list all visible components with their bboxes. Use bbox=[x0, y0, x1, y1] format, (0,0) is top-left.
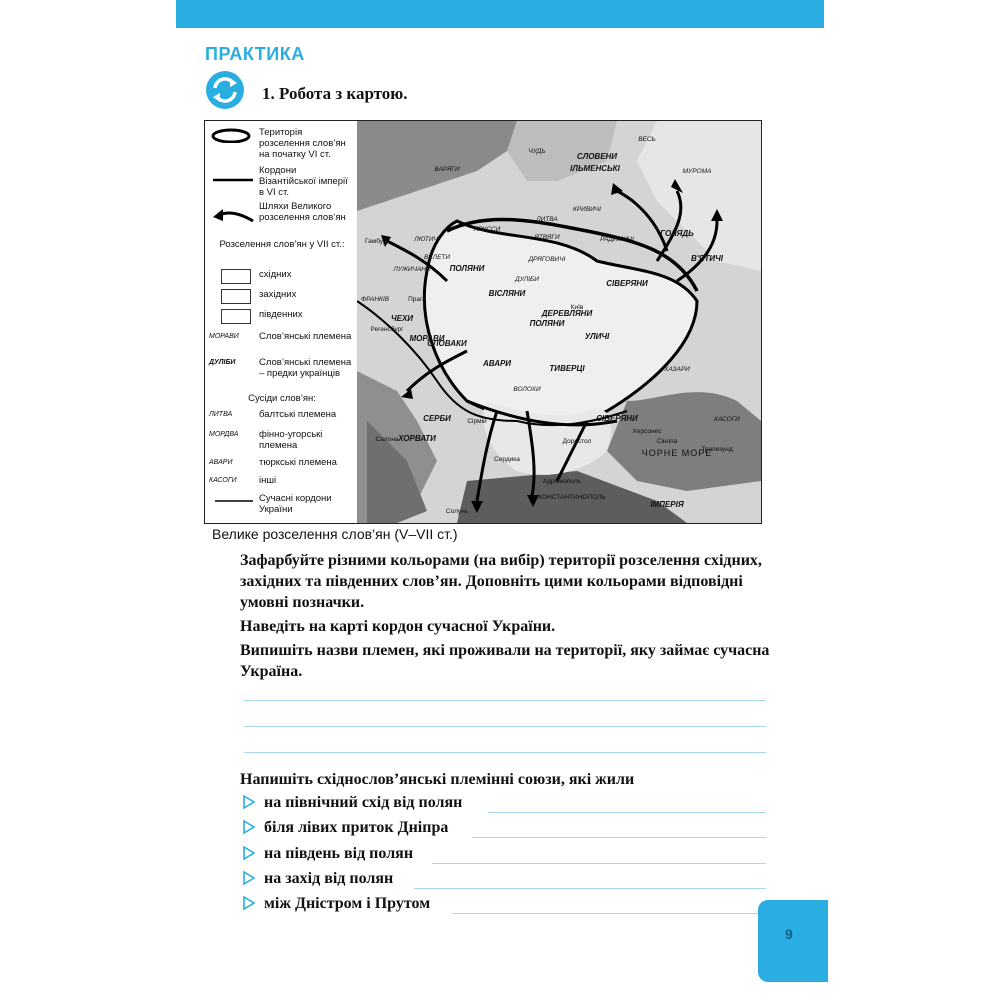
map-label: КРИВИЧІ bbox=[573, 206, 601, 213]
map-label: ХАЗАРИ bbox=[664, 366, 690, 373]
map-label: Гамбург bbox=[365, 238, 389, 245]
border-line-icon bbox=[209, 165, 259, 195]
map-label: ЛЮТИЧІ bbox=[414, 236, 440, 243]
map-label: Регенсбург bbox=[370, 326, 404, 333]
legend-item bbox=[209, 309, 355, 325]
legend-item bbox=[209, 269, 355, 285]
map-label: СЛОВЕНИ bbox=[576, 152, 618, 161]
legend-text: Шляхи Великого розселення слов’ян bbox=[259, 201, 346, 223]
top-color-bar bbox=[176, 0, 824, 28]
legend-text: Кордони Візантійської імперії в VI ст. bbox=[259, 165, 348, 198]
legend-text: Сучасні кордони України bbox=[259, 493, 332, 515]
legend-text: балтські племена bbox=[259, 409, 337, 420]
question-text: Напишіть східнослов’янські племінні союзи, які жили bbox=[240, 771, 635, 788]
legend-text: тюркські племена bbox=[259, 457, 337, 468]
answer-line[interactable] bbox=[244, 726, 766, 727]
legend-heading: Розселення слов’ян у VII ст.: bbox=[219, 239, 345, 250]
legend-text: Слов’янські племена bbox=[259, 331, 352, 342]
map-label: Сінопа bbox=[656, 438, 678, 445]
map-caption: Велике розселення слов’ян (V–VII ст.) bbox=[212, 526, 458, 542]
modern-border-icon bbox=[209, 493, 259, 509]
map-label: ЯТВЯГИ bbox=[534, 234, 560, 241]
bullet-item: на захід від полян bbox=[264, 870, 394, 887]
legend-item bbox=[209, 409, 355, 425]
legend-item bbox=[209, 127, 355, 160]
map-label: ЧОРНЕ МОРЕ bbox=[641, 448, 713, 458]
map-label: СІВЕРЯНИ bbox=[596, 414, 638, 423]
map-label: ЧУДЬ bbox=[528, 148, 546, 155]
map-label: СЛОВАКИ bbox=[427, 339, 467, 348]
map-label: ЧЕХИ bbox=[390, 314, 414, 323]
triangle-bullet-icon bbox=[242, 794, 256, 810]
instruction-1: Зафарбуйте різними кольорами (на вибір) території розселення східних, західних та південних слов’ян. Доповніть цими кольорами відповідні умовні позначки. bbox=[240, 552, 762, 611]
legend-symbol-label: КАСОГИ bbox=[209, 477, 237, 484]
map-label: СІВЕРЯНИ bbox=[606, 279, 648, 288]
map-label: ВАРЯГИ bbox=[434, 166, 460, 173]
section-title: ПРАКТИКА bbox=[205, 44, 305, 64]
bullet-item: на південь від полян bbox=[264, 845, 414, 862]
triangle-bullet-icon bbox=[242, 845, 256, 861]
answer-line[interactable] bbox=[432, 863, 766, 864]
map-label: Доростол bbox=[562, 438, 592, 445]
legend-symbol-label: АВАРИ bbox=[209, 459, 233, 466]
legend-item bbox=[209, 429, 355, 451]
legend-text: Слов’янські племена – предки українців bbox=[259, 357, 352, 379]
bullet-item: біля лівих приток Дніпра bbox=[264, 819, 449, 836]
legend-item bbox=[209, 165, 355, 198]
color-swatch bbox=[221, 269, 251, 284]
map-label: Херсонес bbox=[632, 428, 662, 435]
map-label: Київ bbox=[570, 304, 584, 311]
legend-text: фінно-угорські племена bbox=[259, 429, 323, 451]
map-label: ВЕЛЕТИ bbox=[423, 254, 451, 261]
answer-line[interactable] bbox=[244, 700, 766, 701]
map-label: ВЕСЬ bbox=[638, 136, 656, 143]
map-label: Сірмій bbox=[467, 418, 487, 425]
color-swatch bbox=[221, 289, 251, 304]
map-label: Салона bbox=[375, 436, 399, 443]
map-label: ЛУЖИЧАНИ bbox=[393, 266, 431, 273]
triangle-bullet-icon bbox=[242, 895, 256, 911]
triangle-bullet-icon bbox=[242, 870, 256, 886]
map-label: МУРОМА bbox=[682, 168, 712, 175]
map-label: РАДИМИЧІ bbox=[600, 236, 634, 243]
legend-text: Територія розселення слов’ян на початку VI ст. bbox=[259, 127, 346, 160]
map-label: Трапезунд bbox=[701, 446, 733, 453]
answer-line[interactable] bbox=[472, 837, 766, 838]
map-label: ДРЯГОВИЧІ bbox=[528, 256, 566, 263]
bullet-item: між Дністром і Прутом bbox=[264, 895, 431, 912]
legend-item bbox=[209, 357, 355, 379]
legend-symbol-label: МОРДВА bbox=[209, 431, 239, 438]
answer-line[interactable] bbox=[244, 752, 766, 753]
answer-line[interactable] bbox=[488, 812, 766, 813]
legend-text: західних bbox=[259, 289, 297, 300]
page-number-tab bbox=[758, 900, 828, 982]
ellipse-outline-icon bbox=[209, 127, 259, 143]
task-title: 1. Робота з картою. bbox=[262, 84, 408, 103]
map-label: ДУЛІБИ bbox=[515, 276, 539, 283]
legend-text: південних bbox=[259, 309, 303, 320]
answer-line[interactable] bbox=[452, 913, 766, 914]
legend-symbol-label: ДУЛІБИ bbox=[209, 359, 236, 366]
map-label: Адріанополь bbox=[542, 478, 582, 485]
map-label: В'ЯТИЧІ bbox=[690, 254, 724, 263]
legend-item bbox=[209, 493, 355, 515]
legend-item bbox=[209, 289, 355, 305]
map-label: ВОЛОХИ bbox=[513, 386, 541, 393]
map-label: ЛИТВА bbox=[536, 216, 558, 223]
answer-line[interactable] bbox=[414, 888, 766, 889]
color-swatch bbox=[221, 309, 251, 324]
instruction-2: Наведіть на карті кордон сучасної України. bbox=[240, 618, 556, 635]
map-label: ПОЛЯНИ bbox=[449, 264, 485, 273]
legend-text: східних bbox=[259, 269, 292, 280]
map-label: ІМПЕРІЯ bbox=[650, 500, 684, 509]
map-label: Солунь bbox=[445, 508, 469, 515]
page-number: 9 bbox=[785, 926, 793, 942]
instruction-3: Випишіть назви племен, які проживали на території, яку займає сучасна Україна. bbox=[240, 642, 770, 680]
migration-arrow-icon bbox=[209, 201, 259, 231]
map-label: ВІСЛЯНИ bbox=[488, 289, 526, 298]
map-label: Сердика bbox=[494, 456, 520, 463]
legend-text: інші bbox=[259, 475, 277, 486]
map-label: ПРУССИ bbox=[473, 226, 501, 233]
map-label: КАСОГИ bbox=[714, 416, 740, 423]
historical-map bbox=[204, 120, 762, 524]
legend-item bbox=[209, 457, 355, 473]
triangle-bullet-icon bbox=[242, 819, 256, 835]
map-label: ПОЛЯНИ bbox=[529, 319, 565, 328]
map-label: ГОЛЯДЬ bbox=[660, 229, 694, 238]
legend-item bbox=[209, 475, 355, 491]
legend-symbol-label: МОРАВИ bbox=[209, 333, 239, 340]
map-label: ТИВЕРЦІ bbox=[549, 364, 585, 373]
cycle-arrows-icon bbox=[205, 70, 245, 110]
map-legend bbox=[205, 121, 358, 523]
map-label: КОНСТАНТИНОПОЛЬ bbox=[538, 494, 606, 501]
map-label: АВАРИ bbox=[482, 359, 512, 368]
map-label: СЕРБИ bbox=[423, 414, 451, 423]
map-label: ХОРВАТИ bbox=[398, 434, 436, 443]
map-label: ІЛЬМЕНСЬКІ bbox=[570, 164, 620, 173]
legend-item bbox=[209, 201, 355, 223]
map-label: ФРАНКІВ bbox=[361, 296, 389, 303]
map-canvas bbox=[357, 121, 761, 523]
legend-item bbox=[209, 331, 355, 347]
map-label: УЛИЧІ bbox=[584, 332, 610, 341]
legend-symbol-label: ЛИТВА bbox=[209, 411, 233, 418]
map-label: ДЕРЕВЛЯНИ bbox=[541, 309, 593, 318]
map-label: МОРАВИ bbox=[409, 334, 445, 343]
legend-heading: Сусіди слов’ян: bbox=[248, 393, 316, 404]
map-label: Прага bbox=[408, 296, 426, 303]
bullet-item: на північний схід від полян bbox=[264, 794, 463, 811]
